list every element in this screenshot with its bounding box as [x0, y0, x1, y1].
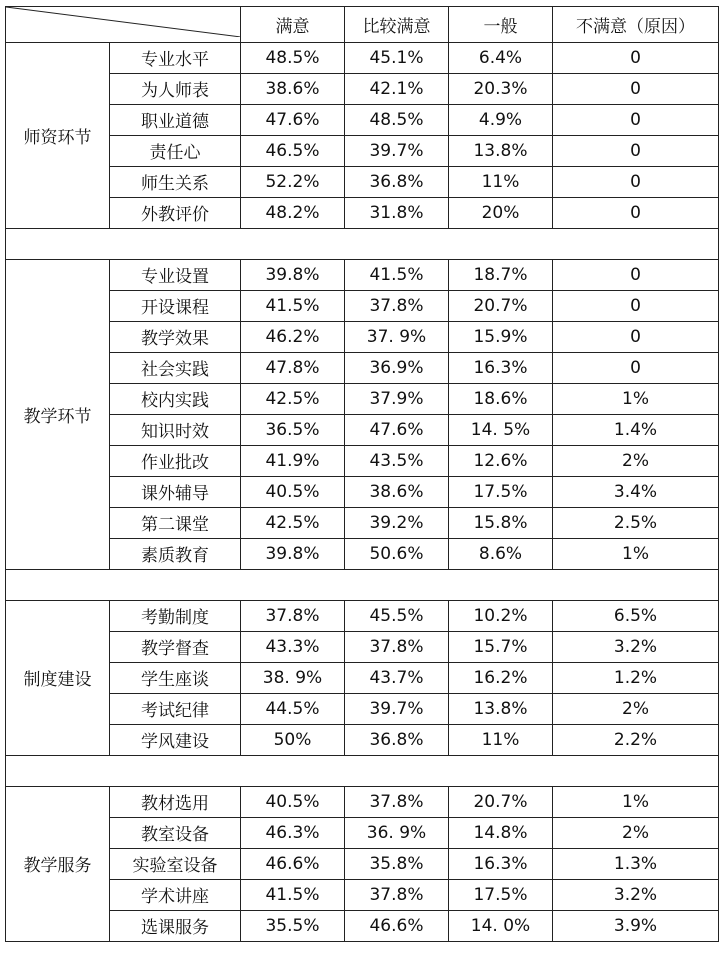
satisfied-cell: 36.5%	[241, 414, 345, 445]
average-cell: 13.8%	[449, 693, 553, 724]
diagonal-line-icon	[6, 7, 240, 37]
satisfied-cell: 50%	[241, 724, 345, 755]
average-cell: 20.7%	[449, 786, 553, 817]
unsatisfied-cell: 1%	[553, 538, 719, 569]
fairly-satisfied-cell: 36.9%	[345, 352, 449, 383]
satisfied-cell: 35.5%	[241, 910, 345, 941]
section-spacer-row	[6, 228, 719, 259]
table-body	[6, 42, 719, 941]
unsatisfied-cell: 2%	[553, 693, 719, 724]
average-cell: 4.9%	[449, 104, 553, 135]
satisfied-cell: 42.5%	[241, 383, 345, 414]
average-cell: 12.6%	[449, 445, 553, 476]
fairly-satisfied-cell: 45.1%	[345, 42, 449, 73]
item-label: 素质教育	[110, 538, 241, 569]
fairly-satisfied-cell: 47.6%	[345, 414, 449, 445]
fairly-satisfied-cell: 37. 9%	[345, 321, 449, 352]
unsatisfied-cell: 0	[553, 259, 719, 290]
item-label: 课外辅导	[110, 476, 241, 507]
average-cell: 14. 5%	[449, 414, 553, 445]
average-cell: 14.8%	[449, 817, 553, 848]
section-spacer	[6, 569, 719, 600]
average-cell: 8.6%	[449, 538, 553, 569]
unsatisfied-cell: 2.2%	[553, 724, 719, 755]
satisfied-cell: 44.5%	[241, 693, 345, 724]
average-cell: 13.8%	[449, 135, 553, 166]
unsatisfied-cell: 3.9%	[553, 910, 719, 941]
table-row	[6, 135, 719, 166]
table-row	[6, 786, 719, 817]
item-label: 知识时效	[110, 414, 241, 445]
table-row	[6, 600, 719, 631]
fairly-satisfied-cell: 48.5%	[345, 104, 449, 135]
item-label: 为人师表	[110, 73, 241, 104]
item-label: 教学效果	[110, 321, 241, 352]
fairly-satisfied-cell: 41.5%	[345, 259, 449, 290]
table-row	[6, 538, 719, 569]
group-label: 师资环节	[6, 42, 110, 228]
fairly-satisfied-cell: 38.6%	[345, 476, 449, 507]
section-spacer	[6, 228, 719, 259]
table-row	[6, 352, 719, 383]
satisfied-cell: 41.9%	[241, 445, 345, 476]
average-cell: 11%	[449, 724, 553, 755]
satisfied-cell: 40.5%	[241, 786, 345, 817]
fairly-satisfied-cell: 45.5%	[345, 600, 449, 631]
fairly-satisfied-cell: 43.7%	[345, 662, 449, 693]
item-label: 考试纪律	[110, 693, 241, 724]
satisfied-cell: 38. 9%	[241, 662, 345, 693]
group-label: 教学服务	[6, 786, 110, 941]
unsatisfied-cell: 6.5%	[553, 600, 719, 631]
satisfied-cell: 46.3%	[241, 817, 345, 848]
header-average: 一般	[449, 7, 553, 43]
table-header	[6, 7, 719, 43]
unsatisfied-cell: 1.4%	[553, 414, 719, 445]
table-row	[6, 42, 719, 73]
unsatisfied-cell: 1%	[553, 786, 719, 817]
satisfied-cell: 42.5%	[241, 507, 345, 538]
item-label: 教学督查	[110, 631, 241, 662]
table-row	[6, 197, 719, 228]
unsatisfied-cell: 0	[553, 352, 719, 383]
unsatisfied-cell: 3.2%	[553, 879, 719, 910]
header-row	[6, 7, 719, 43]
unsatisfied-cell: 0	[553, 73, 719, 104]
fairly-satisfied-cell: 37.8%	[345, 290, 449, 321]
unsatisfied-cell: 2%	[553, 445, 719, 476]
average-cell: 18.6%	[449, 383, 553, 414]
table-row	[6, 166, 719, 197]
fairly-satisfied-cell: 37.8%	[345, 631, 449, 662]
satisfied-cell: 38.6%	[241, 73, 345, 104]
item-label: 职业道德	[110, 104, 241, 135]
fairly-satisfied-cell: 50.6%	[345, 538, 449, 569]
satisfied-cell: 52.2%	[241, 166, 345, 197]
satisfied-cell: 47.8%	[241, 352, 345, 383]
satisfied-cell: 41.5%	[241, 290, 345, 321]
group-label: 教学环节	[6, 259, 110, 569]
fairly-satisfied-cell: 36.8%	[345, 166, 449, 197]
group-label: 制度建设	[6, 600, 110, 755]
satisfied-cell: 48.2%	[241, 197, 345, 228]
unsatisfied-cell: 0	[553, 197, 719, 228]
satisfied-cell: 39.8%	[241, 259, 345, 290]
unsatisfied-cell: 0	[553, 321, 719, 352]
header-unsatisfied-reason: 不满意（原因）	[553, 7, 719, 43]
fairly-satisfied-cell: 36.8%	[345, 724, 449, 755]
item-label: 学风建设	[110, 724, 241, 755]
satisfied-cell: 37.8%	[241, 600, 345, 631]
item-label: 专业水平	[110, 42, 241, 73]
table-row	[6, 662, 719, 693]
satisfied-cell: 47.6%	[241, 104, 345, 135]
average-cell: 16.3%	[449, 352, 553, 383]
table-row	[6, 879, 719, 910]
table-row	[6, 693, 719, 724]
fairly-satisfied-cell: 42.1%	[345, 73, 449, 104]
table-row	[6, 104, 719, 135]
section-spacer-row	[6, 569, 719, 600]
fairly-satisfied-cell: 46.6%	[345, 910, 449, 941]
average-cell: 15.7%	[449, 631, 553, 662]
fairly-satisfied-cell: 31.8%	[345, 197, 449, 228]
average-cell: 17.5%	[449, 879, 553, 910]
average-cell: 10.2%	[449, 600, 553, 631]
table-row	[6, 848, 719, 879]
satisfied-cell: 48.5%	[241, 42, 345, 73]
item-label: 作业批改	[110, 445, 241, 476]
unsatisfied-cell: 1%	[553, 383, 719, 414]
item-label: 考勤制度	[110, 600, 241, 631]
item-label: 选课服务	[110, 910, 241, 941]
item-label: 学术讲座	[110, 879, 241, 910]
table-row	[6, 259, 719, 290]
table-row	[6, 631, 719, 662]
unsatisfied-cell: 2.5%	[553, 507, 719, 538]
unsatisfied-cell: 0	[553, 135, 719, 166]
unsatisfied-cell: 0	[553, 104, 719, 135]
fairly-satisfied-cell: 35.8%	[345, 848, 449, 879]
average-cell: 15.8%	[449, 507, 553, 538]
satisfied-cell: 40.5%	[241, 476, 345, 507]
table-row	[6, 476, 719, 507]
average-cell: 11%	[449, 166, 553, 197]
satisfied-cell: 41.5%	[241, 879, 345, 910]
fairly-satisfied-cell: 39.7%	[345, 135, 449, 166]
survey-page	[5, 6, 718, 942]
unsatisfied-cell: 0	[553, 290, 719, 321]
unsatisfied-cell: 1.3%	[553, 848, 719, 879]
fairly-satisfied-cell: 43.5%	[345, 445, 449, 476]
section-spacer	[6, 755, 719, 786]
header-fairly-satisfied: 比较满意	[345, 7, 449, 43]
average-cell: 14. 0%	[449, 910, 553, 941]
diagonal-corner-cell	[6, 7, 241, 43]
unsatisfied-cell: 3.4%	[553, 476, 719, 507]
average-cell: 20%	[449, 197, 553, 228]
table-row	[6, 290, 719, 321]
table-row	[6, 445, 719, 476]
unsatisfied-cell: 1.2%	[553, 662, 719, 693]
table-row	[6, 724, 719, 755]
item-label: 外教评价	[110, 197, 241, 228]
table-row	[6, 507, 719, 538]
average-cell: 16.2%	[449, 662, 553, 693]
satisfied-cell: 46.2%	[241, 321, 345, 352]
table-row	[6, 321, 719, 352]
table-row	[6, 73, 719, 104]
unsatisfied-cell: 0	[553, 166, 719, 197]
average-cell: 20.7%	[449, 290, 553, 321]
item-label: 实验室设备	[110, 848, 241, 879]
fairly-satisfied-cell: 37.9%	[345, 383, 449, 414]
unsatisfied-cell: 3.2%	[553, 631, 719, 662]
item-label: 教材选用	[110, 786, 241, 817]
section-spacer-row	[6, 755, 719, 786]
item-label: 专业设置	[110, 259, 241, 290]
table-row	[6, 414, 719, 445]
fairly-satisfied-cell: 36. 9%	[345, 817, 449, 848]
fairly-satisfied-cell: 37.8%	[345, 786, 449, 817]
item-label: 责任心	[110, 135, 241, 166]
table-row	[6, 910, 719, 941]
average-cell: 17.5%	[449, 476, 553, 507]
fairly-satisfied-cell: 39.2%	[345, 507, 449, 538]
average-cell: 20.3%	[449, 73, 553, 104]
table-row	[6, 817, 719, 848]
item-label: 校内实践	[110, 383, 241, 414]
unsatisfied-cell: 2%	[553, 817, 719, 848]
satisfied-cell: 46.6%	[241, 848, 345, 879]
average-cell: 6.4%	[449, 42, 553, 73]
average-cell: 15.9%	[449, 321, 553, 352]
unsatisfied-cell: 0	[553, 42, 719, 73]
satisfied-cell: 46.5%	[241, 135, 345, 166]
satisfied-cell: 39.8%	[241, 538, 345, 569]
satisfaction-table	[5, 6, 719, 942]
satisfied-cell: 43.3%	[241, 631, 345, 662]
item-label: 第二课堂	[110, 507, 241, 538]
item-label: 开设课程	[110, 290, 241, 321]
item-label: 社会实践	[110, 352, 241, 383]
table-row	[6, 383, 719, 414]
average-cell: 18.7%	[449, 259, 553, 290]
item-label: 学生座谈	[110, 662, 241, 693]
fairly-satisfied-cell: 39.7%	[345, 693, 449, 724]
item-label: 教室设备	[110, 817, 241, 848]
fairly-satisfied-cell: 37.8%	[345, 879, 449, 910]
header-satisfied: 满意	[241, 7, 345, 43]
item-label: 师生关系	[110, 166, 241, 197]
average-cell: 16.3%	[449, 848, 553, 879]
